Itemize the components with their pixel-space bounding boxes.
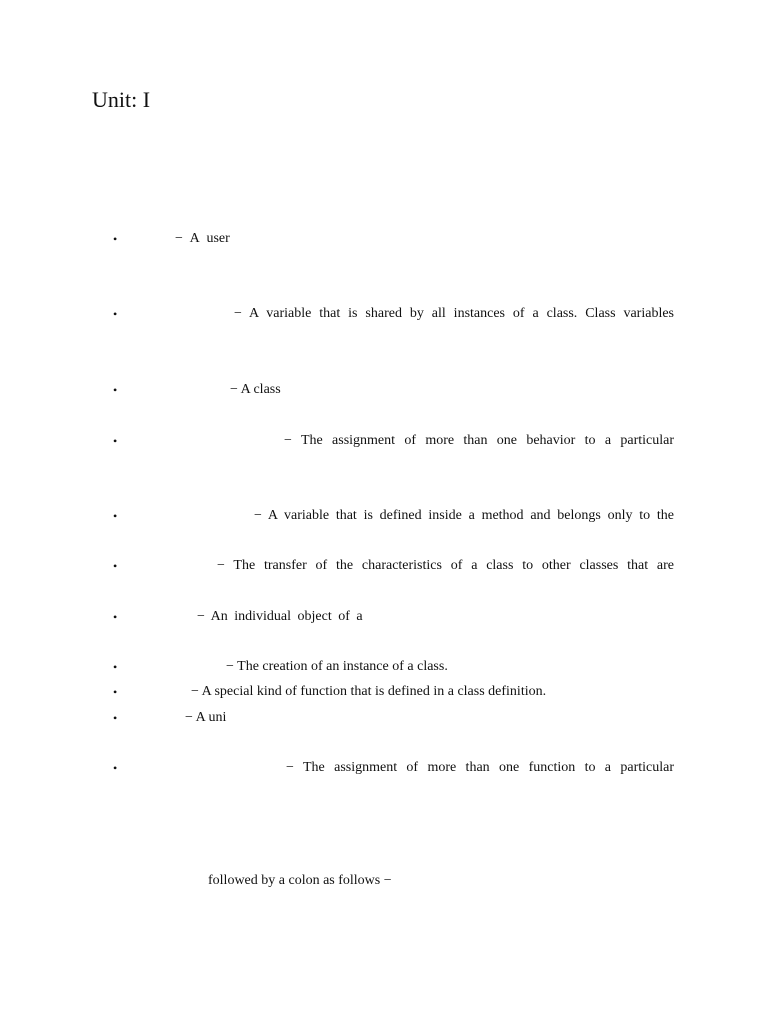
bullet-icon: •: [113, 660, 118, 674]
list-item: [0, 758, 768, 778]
list-item-text: − The creation of an instance of a class.: [226, 659, 448, 674]
list-item-text: − A user: [175, 231, 230, 246]
bullet-icon: •: [113, 509, 118, 523]
bullet-icon: •: [113, 685, 118, 699]
bullet-icon: •: [113, 434, 118, 448]
list-item: [0, 506, 768, 526]
list-item-text: − An individual object of a: [197, 609, 363, 624]
list-item: [0, 657, 768, 677]
list-item: [0, 431, 768, 451]
bullet-icon: •: [113, 610, 118, 624]
bullet-icon: •: [113, 711, 118, 725]
list-item: [0, 380, 768, 400]
list-item-text: − A special kind of function that is defined in a class definition.: [191, 684, 547, 699]
bullet-icon: •: [113, 383, 118, 397]
bullet-icon: •: [113, 559, 118, 573]
list-item: [0, 229, 768, 249]
list-item: [0, 607, 768, 627]
list-item: [0, 682, 768, 702]
list-item-text: − A class: [230, 382, 281, 397]
list-item-text: − A uni: [185, 710, 227, 725]
list-item: [0, 304, 768, 324]
list-item-text: − The assignment of more than one function to a particular: [286, 760, 674, 775]
list-item-text: − The transfer of the characteristics of a class to other classes that are: [217, 558, 674, 573]
list-item-text: − A variable that is shared by all instances of a class. Class variables: [234, 306, 674, 321]
page-title: Unit: I: [92, 87, 151, 112]
list-item: [0, 556, 768, 576]
bullet-icon: •: [113, 232, 118, 246]
list-item-text: − A variable that is defined inside a method and belongs only to the: [254, 508, 674, 523]
list-item-text: − The assignment of more than one behavior to a particular: [284, 433, 674, 448]
list-item: [0, 708, 768, 728]
bullet-icon: •: [113, 307, 118, 321]
body-text-line: followed by a colon as follows −: [208, 873, 392, 888]
bullet-icon: •: [113, 761, 118, 775]
